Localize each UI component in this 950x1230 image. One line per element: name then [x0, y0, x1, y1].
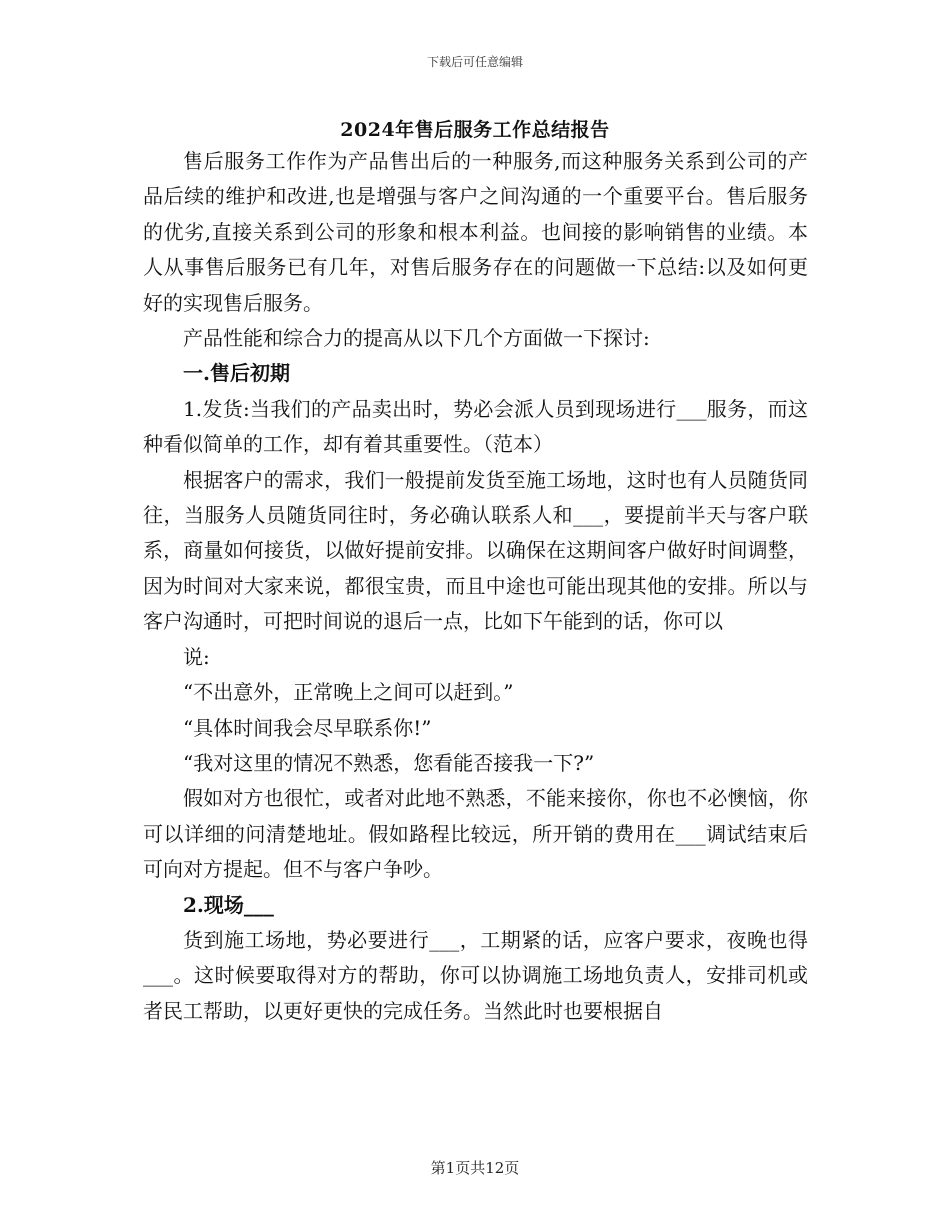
- document-body: [143, 144, 808, 1029]
- quote-arrival: “不出意外，正常晚上之间可以赶到。”: [183, 680, 514, 705]
- section-heading-onsite: 2.现场___: [183, 892, 274, 917]
- document-title: 2024年售后服务工作总结报告: [340, 119, 610, 141]
- quote-pickup: “我对这里的情况不熟悉，您看能否接我一下?”: [183, 750, 595, 775]
- paragraph-say: 说:: [183, 644, 210, 669]
- paragraph-onsite: 货到施工场地，势必要进行___，工期紧的话，应客户要求，夜晚也得___。这时候要取得对方的帮助，你可以协调施工场地负责人，安排司机或者民工帮助，以更好更快的完成任务。当然此时也要根据自: [143, 927, 808, 1023]
- paragraph-shipping: 1.发货:当我们的产品卖出时，势必会派人员到现场进行___服务，而这种看似简单的工作，却有着其重要性。（范本）: [143, 396, 808, 457]
- quote-contact: “具体时间我会尽早联系你!”: [183, 715, 432, 740]
- paragraph-topics: 产品性能和综合力的提高从以下几个方面做一下探讨:: [183, 326, 650, 351]
- paragraph-customer-needs: 根据客户的需求，我们一般提前发货至施工场地，这时也有人员随货同往，当服务人员随货同往时，务必确认联系人和___，要提前半天与客户联系，商量如何接货，以做好提前安排。以确保在这期间客户做好时间调整，因为时间对大家来说，都很宝贵，而且中途也可能出现其他的安排。所以与客户沟通时，可把时间说的退后一点，比如下午能到的话，你可以: [143, 467, 808, 634]
- section-heading-initial: 一.售后初期: [183, 361, 290, 386]
- paragraph-intro: 售后服务工作作为产品售出后的一种服务,而这种服务关系到公司的产品后续的维护和改进,也是增强与客户之间沟通的一个重要平台。售后服务的优劣,直接关系到公司的形象和根本利益。也间接的影响销售的业绩。本人从事售后服务已有几年，对售后服务存在的问题做一下总结:以及如何更好的实现售后服务。: [143, 149, 808, 315]
- page-footer: 第1页共12页: [430, 1159, 520, 1177]
- paragraph-address: 假如对方也很忙，或者对此地不熟悉，不能来接你，你也不必懊恼，你可以详细的问清楚地址。假如路程比较远，所开销的费用在___调试结束后可向对方提起。但不与客户争吵。: [143, 786, 808, 882]
- header-note: 下载后可任意编辑: [426, 55, 523, 69]
